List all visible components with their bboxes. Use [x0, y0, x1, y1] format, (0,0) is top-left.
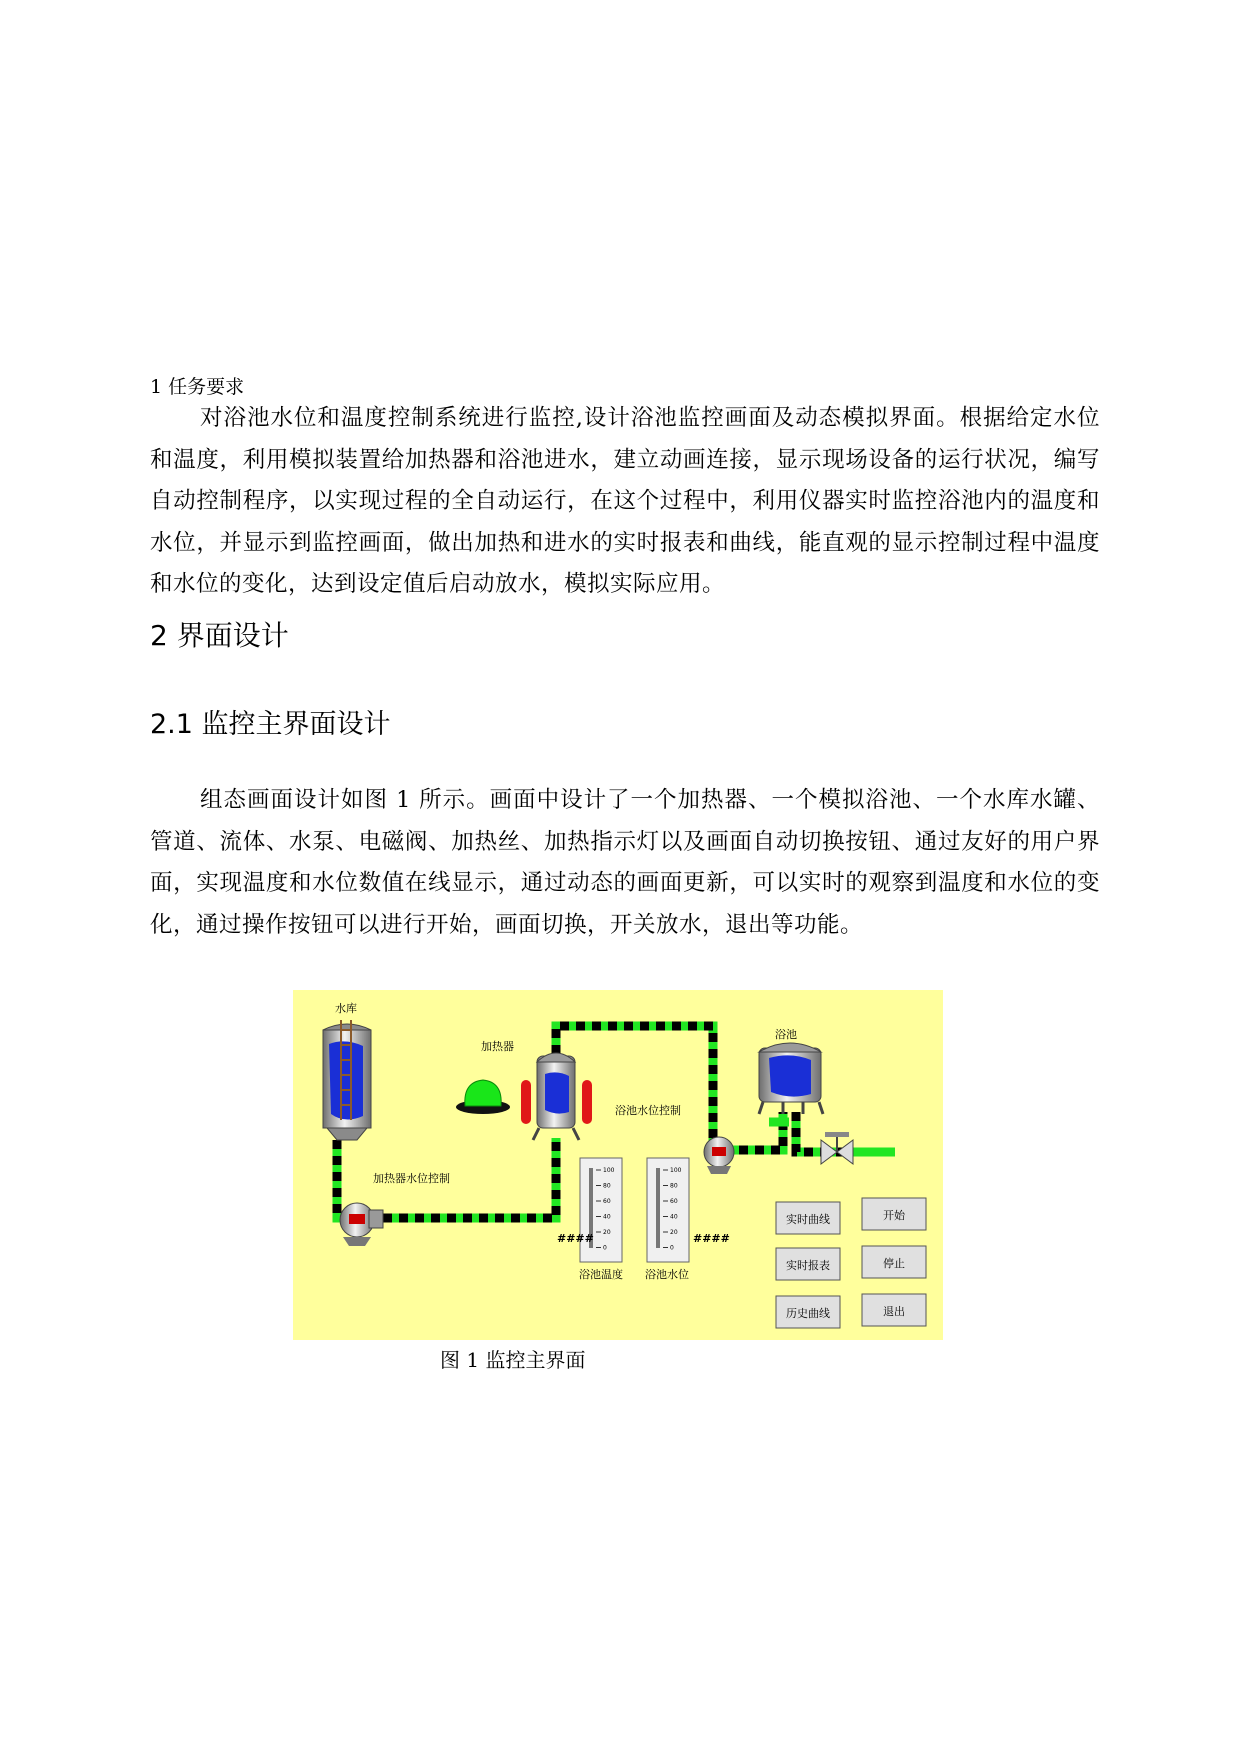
gauge-tick-label: 80: [670, 1182, 678, 1190]
gauge-tick-label: 20: [603, 1229, 611, 1236]
bath-temp-label: 浴池温度: [579, 1268, 623, 1281]
temperature-gauge: [580, 1158, 622, 1262]
gauge-tick-label: 100: [670, 1167, 682, 1174]
section1-heading: 1 任务要求: [150, 376, 245, 398]
section1-paragraph: 对浴池水位和温度控制系统进行监控,设计浴池监控画面及动态模拟界面。根据给定水位和温度，利用模拟装置给加热器和浴池进水，建立动画连接，显示现场设备的运行状况，编写自动控制程序，以实现过程的全自动运行，在这个过程中，利用仪器实时监控浴池内的温度和水位，并显示到监控画面，做出加热和进水的实时报表和曲线，能直观的显示控制过程中温度和水位的变化，达到设定值后启动放水，模拟实际应用。: [150, 405, 1100, 597]
section2-1-heading: 2.1 监控主界面设计: [150, 709, 391, 740]
heater-label: 加热器: [481, 1040, 514, 1053]
temp-value-placeholder: ####: [557, 1232, 594, 1245]
monitor-screen: [293, 990, 943, 1340]
svg-text:历史曲线: 历史曲线: [786, 1307, 830, 1320]
bath-level-control-label: 浴池水位控制: [615, 1104, 681, 1117]
level-gauge: [647, 1158, 689, 1262]
heater-coil-left: [521, 1080, 531, 1124]
start-button[interactable]: [862, 1198, 926, 1230]
svg-text:实时曲线: 实时曲线: [786, 1213, 830, 1226]
heater-coil-right: [582, 1080, 592, 1124]
level-value-placeholder: ####: [693, 1232, 730, 1245]
reservoir-label: 水库: [335, 1002, 357, 1015]
heater-level-control-label: 加热器水位控制: [373, 1172, 450, 1185]
gauge-tick-label: 0: [603, 1244, 607, 1252]
gauge-tick-label: 40: [670, 1213, 678, 1221]
realtime-report-button[interactable]: [776, 1248, 840, 1280]
section2-paragraph: 组态画面设计如图 1 所示。画面中设计了一个加热器、一个模拟浴池、一个水库水罐、管道、流体、水泵、电磁阀、加热丝、加热指示灯以及画面自动切换按钮、通过友好的用户界面，实现温度和水位数值在线显示，通过动态的画面更新，可以实时的观察到温度和水位的变化，通过操作按钮可以进行开始，画面切换，开关放水，退出等功能。: [150, 787, 1100, 938]
svg-text:停止: 停止: [883, 1257, 905, 1270]
gauge-tick-label: 0: [670, 1244, 674, 1252]
gauge-tick-label: 40: [603, 1213, 611, 1221]
pump-bath: [704, 1137, 734, 1174]
svg-text:退出: 退出: [883, 1305, 905, 1318]
svg-text:开始: 开始: [883, 1209, 905, 1222]
realtime-curve-button[interactable]: [776, 1202, 840, 1234]
gauge-tick-label: 60: [670, 1198, 678, 1205]
gauge-tick-label: 80: [603, 1182, 611, 1190]
history-curve-button[interactable]: [776, 1296, 840, 1328]
monitor-figure: [293, 990, 943, 1340]
gauge-tick-label: 60: [603, 1198, 611, 1205]
stop-button[interactable]: [862, 1246, 926, 1278]
svg-text:实时报表: 实时报表: [786, 1259, 830, 1272]
bath-label: 浴池: [775, 1028, 797, 1041]
figure-caption: 图 1 监控主界面: [440, 1348, 586, 1372]
exit-button[interactable]: [862, 1294, 926, 1326]
gauge-tick-label: 20: [670, 1229, 678, 1236]
bath-level-label: 浴池水位: [645, 1268, 689, 1281]
gauge-tick-label: 100: [603, 1167, 615, 1174]
section2-heading: 2 界面设计: [150, 619, 289, 652]
